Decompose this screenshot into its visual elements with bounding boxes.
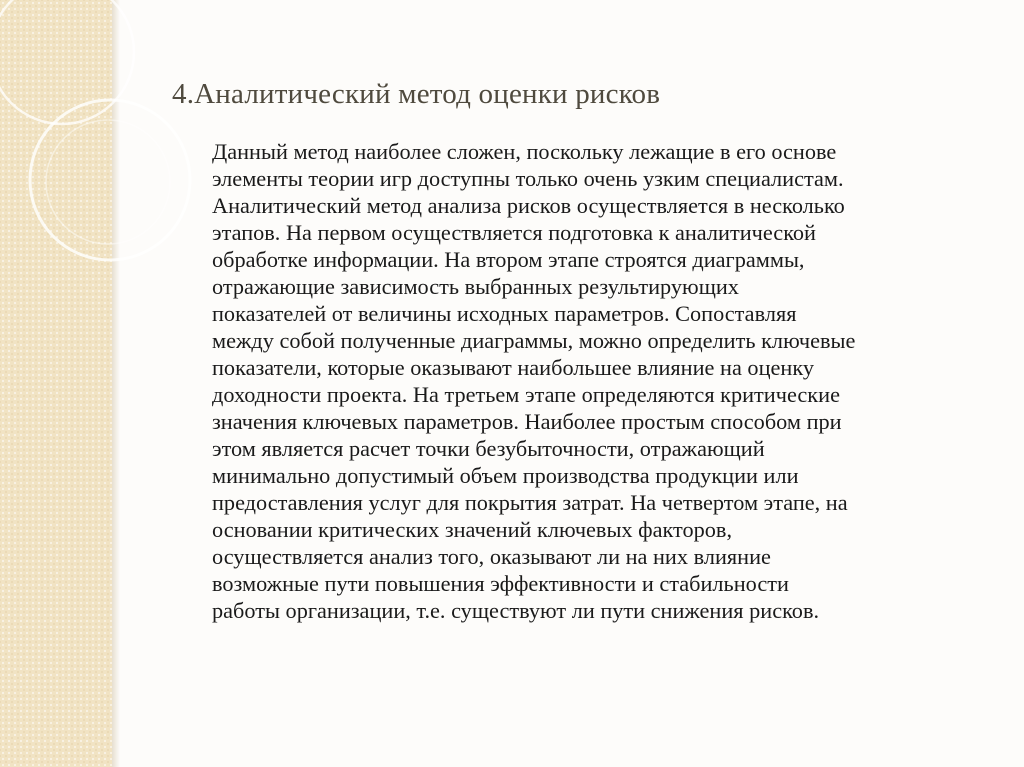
body-line: между собой полученные диаграммы, можно определить ключевые xyxy=(212,328,856,353)
body-line: обработке информации. На втором этапе строятся диаграммы, xyxy=(212,247,805,272)
body-line: возможные пути повышения эффективности и стабильности xyxy=(212,571,789,596)
body-line: доходности проекта. На третьем этапе определяются критические xyxy=(212,382,840,407)
body-line: Данный метод наиболее сложен, поскольку лежащие в его основе xyxy=(212,139,837,164)
body-line: отражающие зависимость выбранных результирующих xyxy=(212,274,739,299)
body-line: показателей от величины исходных параметров. Сопоставляя xyxy=(212,301,797,326)
body-line: значения ключевых параметров. Наиболее простым способом при xyxy=(212,409,842,434)
ring-upper xyxy=(0,0,134,124)
body-line: этапов. На первом осуществляется подготовка к аналитической xyxy=(212,220,816,245)
body-line: основании критических значений ключевых факторов, xyxy=(212,517,733,542)
body-line: минимально допустимый объем производства продукции или xyxy=(212,463,799,488)
body-line: осуществляется анализ того, оказывают ли на них влияние xyxy=(212,544,771,569)
body-line: Аналитический метод анализа рисков осуществляется в несколько xyxy=(212,193,845,218)
body-line: этом является расчет точки безубыточности, отражающий xyxy=(212,436,765,461)
ring-lower-inner xyxy=(46,120,170,244)
body-line: элементы теории игр доступны только очень узким специалистам. xyxy=(212,166,844,191)
body-line: показатели, которые оказывают наибольшее влияние на оценку xyxy=(212,355,814,380)
slide-title: 4.Аналитический метод оценки рисков xyxy=(172,78,661,110)
body-line: работы организации, т.е. существуют ли пути снижения рисков. xyxy=(212,598,820,623)
slide-body-text xyxy=(212,138,987,624)
decorative-rings xyxy=(0,0,240,767)
ring-lower xyxy=(30,100,190,260)
body-line: предоставления услуг для покрытия затрат. На четвертом этапе, на xyxy=(212,490,848,515)
